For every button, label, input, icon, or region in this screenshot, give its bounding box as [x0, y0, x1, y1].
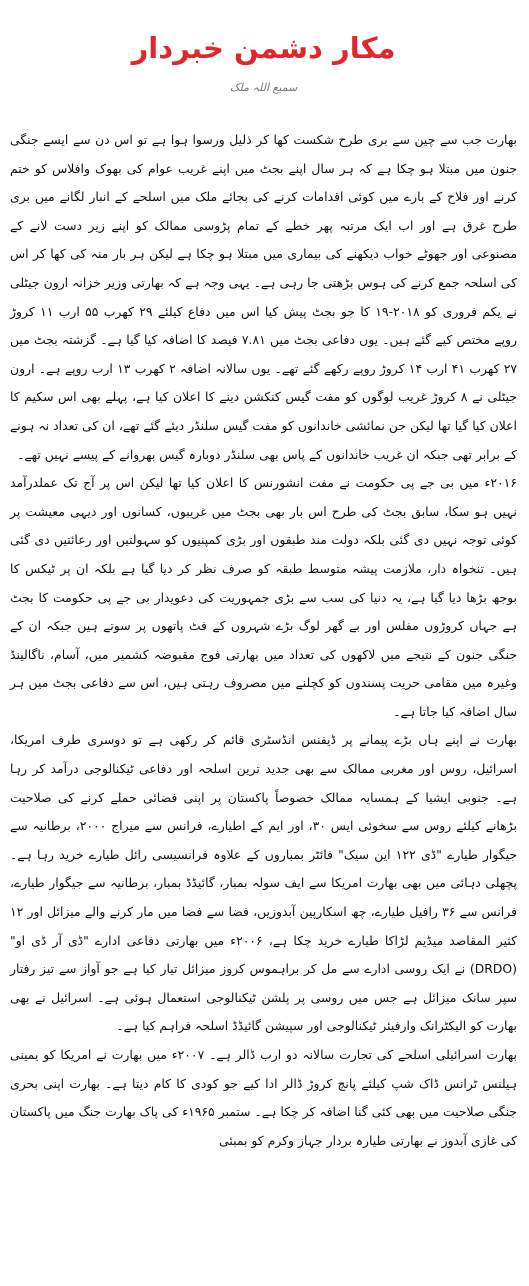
author-byline: سمیع اللہ ملک	[229, 81, 298, 94]
article-paragraph: بھارت جب سے چین سے بری طرح شکست کھا کر ذلیل ورسوا ہوا ہے تو اس دن سے ایسے جنگی جنون میں مبتلا ہو چکا ہے کہ ہر سال اپنے بجٹ میں اپنے غریب عوام کی بھوک وافلاس کو ختم کرنے اور فلاح کے بارے میں کوئی اقدامات کرنے کی بجائے ملک میں اسلحے کے انبار لگانے میں بری طرح غرق ہے اور اب ایک مرتبہ پھر خطے کے تمام پڑوسی ممالک کو اپنے زیر دست لانے کے مصنوعی اور جھوٹے خواب دیکھنے کی بیماری میں مبتلا ہو چکا ہے لیکن ہر بار منہ کی کھا کر اس کی اسلحہ جمع کرنے کی ہوس بڑھتی جا رہی ہے۔ یہی وجہ ہے کہ بھارتی وزیر خزانہ ارون جیٹلی نے یکم فروری کو ۲۰۱۸-۱۹ کا جو بجٹ پیش کیا اس میں دفاع کیلئے ۲۹ کھرب ۵۵ ارب ۱۱ کروڑ روپے مختص کیے گئے ہیں۔ یوں دفاعی بجٹ میں ۷.۸۱ فیصد کا اضافہ کیا گیا ہے۔ گزشتہ بجٹ میں ۲۷ کھرب ۴۱ ارب ۱۴ کروڑ روپے رکھے گئے تھے۔ یوں سالانہ اضافہ ۲ کھرب ۱۳ ارب روپے ہے۔ ارون جیٹلی نے ۸ کروڑ غریب لوگوں کو مفت گیس کنکشن دینے کا اعلان کیا ہے، پہلے بھی اس سکیم کا اعلان کیا گیا تھا لیکن جن نمائشی خاندانوں کو مفت گیس سلنڈر دیئے گئے تھے، ان کی تعداد نہ ہونے کے برابر تھی جبکہ ان غریب خاندانوں کے پاس بھی سلنڈر دوبارہ گیس بھروانے کے پیسے نہیں تھے۔	[10, 132, 518, 462]
article-paragraph: بھارت اسرائیلی اسلحے کی تجارت سالانہ دو ارب ڈالر ہے۔ ۲۰۰۷ء میں بھارت نے امریکا کو یمینی ہیلنس ٹرانس ڈاک شپ کیلئے پانچ کروڑ ڈالر ادا کیے جو کودی کا کام دیتا ہے۔ بھارت اپنی بحری جنگی صلاحیت میں بھی کئی گنا اضافہ کر چکا ہے۔ ستمبر ۱۹۶۵ء کی پاک بھارت جنگ میں پاکستان کی غازی آبدوز نے بھارتی طیارہ بردار جہاز وکرم کو بمبئی	[10, 1047, 518, 1148]
article-paragraph: بھارت نے اپنے ہاں بڑے پیمانے پر ڈیفنس انڈسٹری قائم کر رکھی ہے تو دوسری طرف امریکا، اسرائیل، روس اور مغربی ممالک سے بھی جدید ترین اسلحہ اور دفاعی ٹیکنالوجی درآمد کر رہا ہے۔ جنوبی ایشیا کے ہمسایہ ممالک خصوصاً پاکستان پر اپنی فضائی حملے کرنے کی صلاحیت بڑھانے کیلئے روس سے سخوئی ایس ۳۰، اور ایم کے اطیارے، فرانس سے میراج ۲۰۰۰، برطانیہ سے جیگوار طیارے "ڈی ۱۲۲ این سیک" فائٹر بمباروں کے علاوہ فرانسیسی رائل طیارے خرید رہا ہے۔ پچھلی دہائی میں بھی بھارت امریکا سے ایف سولہ بمبار، گائیڈڈ بمبار، برطانیہ سے جیگوار طیارے، فرانس سے ۳۶ رافیل طیارے، چھ اسکارپین آبدوزیں، فضا سے فضا میں مار کرنے والے میزائل اور ۱۲ کثیر المقاصد میڈیم لڑاکا طیارے خرید چکا ہے، ۲۰۰۶ء میں بھارتی دفاعی ادارے "ڈی آر ڈی او" (DRDO) نے ایک روسی ادارے سے مل کر براہموس کروز میزائل تیار کیا ہے جو آواز سے تیز رفتار سپر سانک میزائل ہے جس میں روسی پر پلشن ٹیکنالوجی استعمال ہوئی ہے۔ اسرائیل نے بھی بھارت کو الیکٹرانک وارفیئر ٹیکنالوجی اور سپیشن گائیڈڈ اسلحہ فراہم کیا ہے۔	[10, 732, 518, 1034]
article-title: مکار دشمن خبردار	[131, 31, 396, 65]
article-paragraph: ۲۰۱۶ء میں بی جے پی حکومت نے مفت انشورنس کا اعلان کیا تھا لیکن اس پر آج تک عملدرآمد نہیں ہو سکا، سابق بجٹ کی طرح اس بار بھی بجٹ میں غریبوں، کسانوں اور دیہی معیشت پر کوئی توجہ نہیں دی گئی بلکہ دولت مند طبقوں اور بڑی کمپنیوں کو سہولتیں اور رعائتیں دی گئی ہیں۔ تنخواہ دار، ملازمت پیشہ متوسط طبقہ کو صرف نظر کر دیا گیا ہے بلکہ ان پر ٹیکس کا بوجھ بڑھا دیا گیا ہے، یہ دنیا کی سب سے بڑی جمہوریت کی دعویدار بی جے پی حکومت کا بجٹ ہے جہاں کروڑوں مفلس اور بے گھر لوگ بڑے شہروں کے فٹ پاتھوں پر سوتے ہیں جبکہ ان کے جنگی جنون کے نتیجے میں لاکھوں کی تعداد میں بھارتی فوج مقبوضہ کشمیر میں، آسام، ناگالینڈ وغیرہ میں مقامی حریت پسندوں کو کچلنے میں مصروف رہتی ہیں، اس سے دفاعی بجٹ میں ہر سال اضافہ کیا جاتا ہے۔	[10, 475, 517, 719]
article-body	[10, 126, 517, 1155]
article-page	[0, 28, 529, 1286]
